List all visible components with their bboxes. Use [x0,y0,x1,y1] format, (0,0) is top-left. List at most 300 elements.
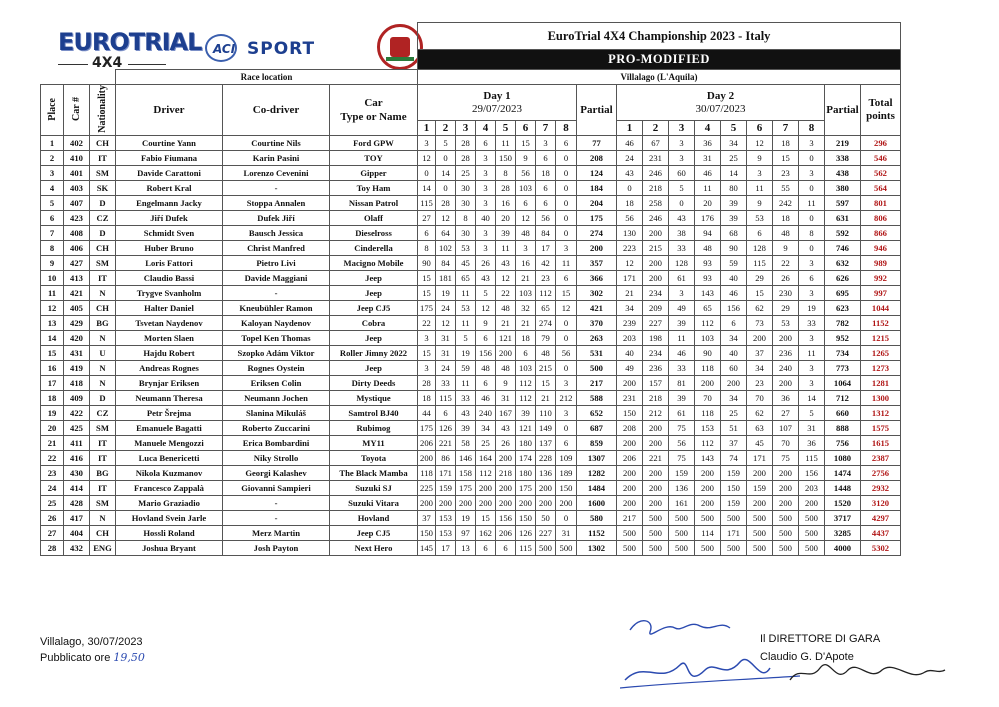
day1-partial-cell: 274 [577,226,617,241]
day1-stage-score: 189 [556,466,577,481]
car-number-cell: 419 [64,361,90,376]
day2-stage-score: 53 [773,316,799,331]
day1-stage-score: 181 [436,271,456,286]
table-row [41,481,901,496]
day1-stage-score: 12 [556,301,577,316]
day1-stage-score: 39 [496,226,516,241]
car-number-cell: 402 [64,136,90,151]
day1-stage-score: 14 [436,166,456,181]
day2-stage-score: 159 [747,481,773,496]
day2-stage-score: 115 [799,451,825,466]
day1-stage-score: 12 [496,271,516,286]
day2-stage-score: 200 [773,466,799,481]
car-number-cell: 407 [64,196,90,211]
day2-stage-score: 29 [747,271,773,286]
day1-stage-score: 21 [516,271,536,286]
car-number-cell: 403 [64,181,90,196]
total-points-cell: 801 [861,196,901,211]
day2-partial-cell: 438 [825,166,861,181]
total-header: Total points [861,85,901,136]
day1-stage-score: 109 [556,451,577,466]
day2-stage-score: 500 [747,511,773,526]
day2-stage-score: 73 [747,316,773,331]
driver-cell: Halter Daniel [116,301,223,316]
day1-stage-score: 112 [536,286,556,301]
day1-partial-cell: 217 [577,376,617,391]
day1-stage-score: 15 [556,286,577,301]
day1-stage-score: 200 [496,346,516,361]
day2-stage-score: 6 [721,316,747,331]
table-row [41,256,901,271]
day2-stage-score: 500 [617,541,643,556]
day2-stage-score: 34 [721,136,747,151]
day1-stage-score: 175 [456,481,476,496]
day2-stage-score: 3 [799,166,825,181]
codriver-cell: Stoppa Annalen [223,196,330,211]
day1-stage-score: 16 [496,196,516,211]
results-table [40,22,901,556]
day1-stage-score: 39 [456,421,476,436]
total-points-cell: 997 [861,286,901,301]
table-row [41,196,901,211]
day2-stage-score: 43 [617,166,643,181]
day2-stage-score: 500 [721,541,747,556]
day2-stage-score: 51 [721,421,747,436]
day1-stage-score: 3 [418,136,436,151]
day2-stage-score: 171 [617,271,643,286]
day1-stage-score: 17 [536,241,556,256]
day2-stage-score: 25 [721,151,747,166]
day2-stage-score: 150 [617,406,643,421]
day2-stage-score: 500 [773,526,799,541]
day1-partial-cell: 500 [577,361,617,376]
day2-stage-score: 3 [799,331,825,346]
total-points-cell: 1615 [861,436,901,451]
car-number-header: Car # [71,97,82,121]
day1-partial-cell: 77 [577,136,617,151]
place-cell: 9 [41,256,64,271]
day1-stage-score: 59 [456,361,476,376]
day1-stage-score: 150 [496,151,516,166]
table-row [41,436,901,451]
car-number-cell: 416 [64,451,90,466]
day1-partial-cell: 687 [577,421,617,436]
day1-stage-score: 26 [476,256,496,271]
day1-stage-score: 5 [436,136,456,151]
day2-stage-score: 236 [643,361,669,376]
day2-stage-score: 81 [669,376,695,391]
driver-cell: Claudio Bassi [116,271,223,286]
race-location-label: Race location [116,70,418,85]
day2-stage-score: 60 [721,361,747,376]
car-name-cell: Cobra [330,316,418,331]
day1-stage-score: 3 [536,136,556,151]
codriver-cell: Niky Strollo [223,451,330,466]
place-cell: 26 [41,511,64,526]
day1-stage-score: 14 [418,181,436,196]
day2-stage-score: 143 [695,286,721,301]
car-name-cell: Samtrol BJ40 [330,406,418,421]
day2-stage-score: 200 [747,331,773,346]
day1-stage-score: 171 [436,466,456,481]
day2-stage-score: 112 [695,436,721,451]
place-cell: 6 [41,211,64,226]
day2-stage-score: 48 [773,226,799,241]
place-cell: 18 [41,391,64,406]
day1-stage-score: 40 [476,211,496,226]
driver-cell: Brynjar Eriksen [116,376,223,391]
codriver-cell: Georgi Kalashev [223,466,330,481]
day1-stage-score: 42 [536,256,556,271]
nationality-cell: CH [90,136,116,151]
day1-partial-cell: 124 [577,166,617,181]
day2-partial-cell: 734 [825,346,861,361]
codriver-cell: Lorenzo Cevenini [223,166,330,181]
place-cell: 2 [41,151,64,166]
day1-stage-score: 15 [476,511,496,526]
day2-stage-score: 3 [747,166,773,181]
day1-stage-score: 200 [456,496,476,511]
driver-cell: Fabio Fiumana [116,151,223,166]
day1-stage-score: 8 [456,211,476,226]
table-row [41,286,901,301]
day2-stage-score: 90 [695,346,721,361]
place-date: Villalago, 30/07/2023 [40,636,143,648]
day1-stage-score: 58 [456,436,476,451]
day2-stage-score: 49 [617,361,643,376]
day1-stage-score: 3 [476,166,496,181]
day1-stage-score: 0 [556,181,577,196]
day1-stage-score: 215 [536,361,556,376]
day2-stage-score: 246 [643,211,669,226]
driver-cell: Loris Fattori [116,256,223,271]
day2-partial-cell: 712 [825,391,861,406]
day1-partial-cell: 652 [577,406,617,421]
day1-stage-score: 150 [516,511,536,526]
car-number-cell: 411 [64,436,90,451]
day2-stage-score: 136 [669,481,695,496]
day2-stage-score: 59 [721,256,747,271]
table-row [41,511,901,526]
day1-stage-score: 15 [418,346,436,361]
day2-stage-score: 159 [721,466,747,481]
day2-stage-score: 500 [747,526,773,541]
day1-stage-score: 3 [556,241,577,256]
day2-stage-score: 39 [669,391,695,406]
partial2-header: Partial [825,85,861,136]
day2-stage-score: 215 [643,241,669,256]
day1-stage-score: 9 [516,151,536,166]
day1-stage-score: 19 [436,286,456,301]
day2-stage-score: 200 [773,496,799,511]
car-name-cell: Next Hero [330,541,418,556]
day2-stage-score: 62 [747,301,773,316]
day2-stage-score: 75 [669,421,695,436]
stage-1-5-header: 5 [496,121,516,136]
day2-stage-score: 3 [799,136,825,151]
nationality-cell: BG [90,316,116,331]
place-cell: 23 [41,466,64,481]
day1-stage-score: 9 [496,376,516,391]
day1-stage-score: 32 [516,301,536,316]
day1-stage-score: 33 [436,376,456,391]
day2-stage-score: 157 [643,376,669,391]
table-row [41,316,901,331]
day1-stage-score: 28 [418,376,436,391]
stage-2-6-header: 6 [747,121,773,136]
nationality-cell: CH [90,241,116,256]
day2-partial-cell: 660 [825,406,861,421]
day2-stage-score: 40 [721,271,747,286]
day2-partial-cell: 380 [825,181,861,196]
day2-partial-cell: 782 [825,316,861,331]
day1-stage-score: 39 [516,406,536,421]
day2-stage-score: 3 [799,376,825,391]
day2-stage-score: 18 [773,136,799,151]
day1-stage-score: 6 [436,406,456,421]
stage-1-1-header: 1 [418,121,436,136]
codriver-cell: Merz Martin [223,526,330,541]
nationality-cell: IT [90,481,116,496]
day1-stage-score: 43 [476,271,496,286]
day1-stage-score: 0 [556,196,577,211]
day2-stage-score: 218 [643,391,669,406]
car-number-cell: 401 [64,166,90,181]
day1-stage-score: 18 [516,331,536,346]
nationality-cell: CH [90,526,116,541]
nationality-cell: N [90,376,116,391]
day2-stage-score: 61 [669,406,695,421]
stage-2-3-header: 3 [669,121,695,136]
day2-stage-score: 500 [799,526,825,541]
day1-stage-score: 112 [476,466,496,481]
car-name-cell: Dirty Deeds [330,376,418,391]
day1-stage-score: 115 [436,391,456,406]
nationality-cell: N [90,331,116,346]
day2-stage-score: 39 [721,211,747,226]
day2-stage-score: 200 [695,376,721,391]
day1-stage-score: 11 [556,256,577,271]
day1-stage-score: 28 [456,151,476,166]
driver-cell: Hossli Roland [116,526,223,541]
table-row [41,211,901,226]
day1-stage-score: 221 [436,436,456,451]
day1-stage-score: 21 [516,316,536,331]
day1-stage-score: 30 [456,181,476,196]
day1-stage-score: 6 [556,271,577,286]
day1-stage-score: 156 [476,346,496,361]
day1-stage-score: 16 [516,256,536,271]
day1-stage-score: 6 [418,226,436,241]
table-row [41,451,901,466]
day1-stage-score: 118 [418,466,436,481]
day1-partial-cell: 357 [577,256,617,271]
published-line [40,650,145,666]
day2-stage-score: 29 [773,301,799,316]
day2-stage-score: 500 [773,541,799,556]
day2-stage-score: 156 [721,301,747,316]
day2-stage-score: 26 [773,271,799,286]
day2-stage-score: 218 [643,181,669,196]
day1-stage-score: 3 [476,196,496,211]
day2-stage-score: 21 [617,286,643,301]
driver-cell: Schmidt Sven [116,226,223,241]
car-number-cell: 410 [64,151,90,166]
day1-partial-cell: 366 [577,271,617,286]
car-name-cell: Suzuki Vitara [330,496,418,511]
codriver-cell: - [223,286,330,301]
day1-stage-score: 6 [556,436,577,451]
day2-stage-score: 200 [643,226,669,241]
day1-stage-score: 228 [536,451,556,466]
total-points-cell: 296 [861,136,901,151]
place-cell: 15 [41,346,64,361]
day2-stage-score: 34 [721,331,747,346]
day2-stage-score: 200 [799,496,825,511]
day2-stage-score: 46 [669,346,695,361]
car-name-cell: Toyota [330,451,418,466]
day1-stage-score: 150 [418,526,436,541]
day1-stage-score: 3 [476,241,496,256]
table-row [41,391,901,406]
car-name-cell: Jeep CJ5 [330,526,418,541]
nationality-cell: SK [90,181,116,196]
day2-stage-score: 93 [695,256,721,271]
driver-cell: Joshua Bryant [116,541,223,556]
day2-stage-score: 200 [617,436,643,451]
codriver-cell: Kaloyan Naydenov [223,316,330,331]
car-name-cell: Jeep [330,286,418,301]
day2-stage-score: 200 [617,376,643,391]
day2-stage-score: 500 [799,541,825,556]
day1-stage-score: 159 [436,481,456,496]
day2-header [617,85,825,121]
day1-stage-score: 115 [418,196,436,211]
driver-cell: Luca Benericetti [116,451,223,466]
car-number-cell: 430 [64,466,90,481]
day1-stage-score: 86 [436,451,456,466]
car-name-cell: Nissan Patrol [330,196,418,211]
codriver-cell: Erica Bombardini [223,436,330,451]
day2-stage-score: 200 [695,466,721,481]
driver-cell: Hovland Svein Jarle [116,511,223,526]
day1-stage-score: 84 [436,256,456,271]
car-name-cell: Gipper [330,166,418,181]
day2-stage-score: 49 [669,301,695,316]
day2-stage-score: 3 [799,361,825,376]
day1-partial-cell: 1307 [577,451,617,466]
day1-partial-cell: 200 [577,241,617,256]
day2-stage-score: 159 [721,496,747,511]
day2-stage-score: 46 [721,286,747,301]
day2-stage-score: 23 [773,166,799,181]
day2-stage-score: 53 [747,211,773,226]
codriver-cell: Roberto Zuccarini [223,421,330,436]
day1-stage-score: 9 [476,316,496,331]
nationality-cell: SM [90,496,116,511]
day1-stage-score: 200 [418,451,436,466]
car-number-cell: 421 [64,286,90,301]
day1-partial-cell: 588 [577,391,617,406]
aci-logo-text: ACI [213,42,236,56]
codriver-header: Co-driver [223,85,330,136]
header-row-location [41,70,901,85]
codriver-cell: Karin Pasini [223,151,330,166]
day1-stage-score: 0 [556,331,577,346]
total-points-cell: 2756 [861,466,901,481]
codriver-cell: Josh Payton [223,541,330,556]
day2-partial-cell: 952 [825,331,861,346]
day2-partial-cell: 597 [825,196,861,211]
table-row [41,421,901,436]
car-number-cell: 423 [64,211,90,226]
day1-partial-cell: 1282 [577,466,617,481]
day2-stage-score: 500 [695,541,721,556]
day2-stage-score: 200 [773,331,799,346]
car-number-cell: 432 [64,541,90,556]
codriver-cell: Rognes Oystein [223,361,330,376]
stage-2-4-header: 4 [695,121,721,136]
day1-stage-score: 112 [516,376,536,391]
nationality-cell: ENG [90,541,116,556]
nationality-cell: SM [90,256,116,271]
place-cell: 13 [41,316,64,331]
day2-stage-score: 200 [695,481,721,496]
nationality-cell: CH [90,301,116,316]
day2-stage-score: 203 [799,481,825,496]
day1-stage-score: 65 [456,271,476,286]
day1-stage-score: 0 [556,151,577,166]
day2-stage-score: 6 [799,271,825,286]
day2-stage-score: 11 [669,331,695,346]
day2-stage-score: 200 [643,481,669,496]
day1-stage-score: 53 [456,241,476,256]
car-name-cell: MY11 [330,436,418,451]
day2-stage-score: 200 [617,496,643,511]
day2-stage-score: 200 [643,436,669,451]
car-number-cell: 408 [64,226,90,241]
day2-stage-score: 6 [747,226,773,241]
day2-stage-score: 3 [799,286,825,301]
partial1-header: Partial [577,85,617,136]
total-points-cell: 3120 [861,496,901,511]
day2-stage-score: 143 [695,451,721,466]
day1-stage-score: 48 [496,301,516,316]
day2-stage-score: 11 [695,181,721,196]
car-name-cell: Jeep [330,271,418,286]
day2-stage-score: 130 [617,226,643,241]
day1-stage-score: 0 [436,181,456,196]
stage-1-8-header: 8 [556,121,577,136]
day1-stage-score: 3 [476,151,496,166]
day1-stage-score: 0 [556,421,577,436]
day2-stage-score: 500 [669,511,695,526]
place-cell: 22 [41,451,64,466]
day2-stage-score: 500 [643,511,669,526]
day2-stage-score: 500 [617,526,643,541]
day2-stage-score: 500 [721,511,747,526]
day1-stage-score: 240 [476,406,496,421]
day2-stage-score: 56 [669,436,695,451]
day2-partial-cell: 1474 [825,466,861,481]
codriver-cell: - [223,181,330,196]
day2-stage-score: 500 [669,541,695,556]
day1-stage-score: 200 [536,496,556,511]
driver-cell: Engelmann Jacky [116,196,223,211]
day1-stage-score: 56 [536,211,556,226]
place-cell: 11 [41,286,64,301]
day2-stage-score: 227 [643,316,669,331]
